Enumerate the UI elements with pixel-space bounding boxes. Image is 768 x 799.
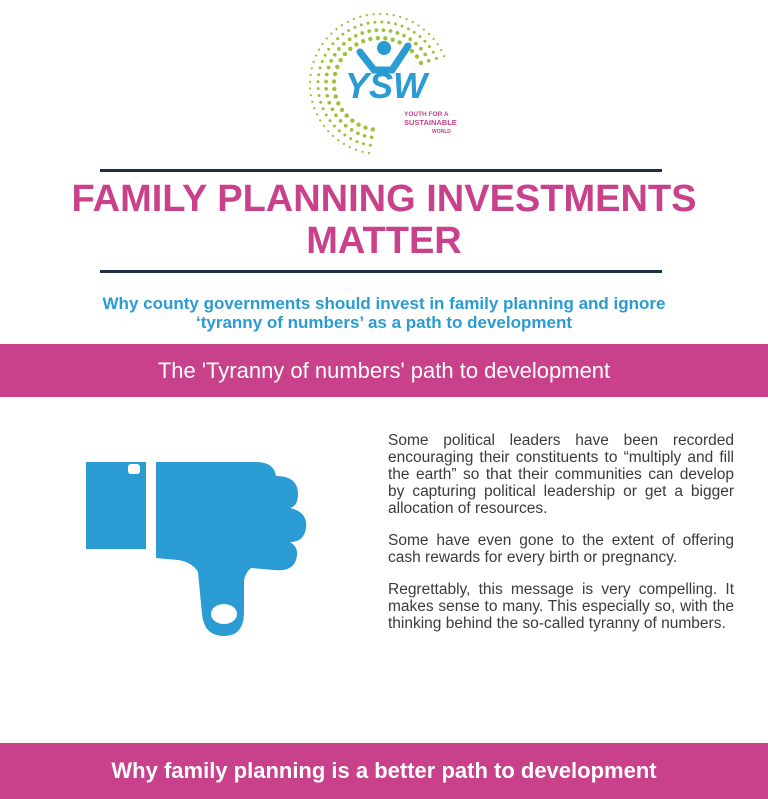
logo-dot — [360, 23, 363, 26]
logo-dot — [343, 143, 345, 145]
logo-dot — [363, 134, 367, 138]
logo-line3: WORLD — [432, 129, 451, 135]
logo-dot — [414, 42, 418, 46]
logo-dot — [345, 114, 349, 118]
logo-dot — [427, 59, 431, 63]
logo-dot — [319, 67, 322, 70]
logo-dot — [428, 45, 431, 48]
logo-dot — [324, 54, 327, 57]
logo-dot — [322, 107, 325, 110]
logo-dot — [410, 49, 414, 53]
logo-line1: YOUTH FOR A — [404, 111, 449, 118]
logo-dot — [355, 149, 357, 151]
logo-dot — [335, 65, 339, 69]
logo-dot — [344, 124, 348, 128]
logo-dot — [316, 113, 318, 115]
logo-dot — [362, 142, 365, 145]
logo-dot — [428, 33, 430, 35]
logo-dot — [329, 59, 333, 63]
logo-dot — [432, 51, 435, 54]
logo-dot — [324, 87, 328, 91]
logo-dot — [386, 13, 388, 15]
logo-dot — [423, 28, 425, 30]
logo-dot — [335, 28, 337, 30]
page-subtitle — [30, 294, 738, 332]
logo-dot — [315, 54, 317, 56]
subtitle-line-1: Why county governments should invest in family planning and ignore — [102, 294, 666, 313]
logo-dot — [333, 72, 337, 76]
paragraph: Some political leaders have been recorded encouraging their constituents to “multiply and fill the earth” so that their communities can develop by capturing political leadership or get a bigger allocation of resources. — [388, 432, 734, 517]
logo-dot — [394, 23, 397, 26]
logo-dot — [401, 25, 404, 28]
subtitle-line-2: ‘tyranny of numbers’ as a path to development — [196, 313, 572, 332]
logo-dot — [338, 129, 341, 132]
logo-dot — [326, 37, 328, 39]
logo-dot — [373, 21, 376, 24]
logo-dot — [418, 35, 421, 38]
logo-dot — [387, 21, 390, 24]
logo-dot — [330, 32, 332, 34]
paragraph: Regrettably, this message is very compelling. It makes sense to many. This especially so, with the thinking behind the so-called tyranny of numbers. — [388, 581, 734, 632]
logo-dot — [402, 34, 406, 38]
logo-dot — [334, 113, 338, 117]
logo-dot — [330, 107, 334, 111]
logo-dot — [417, 24, 419, 26]
logo-dot — [340, 108, 344, 112]
logo-dot — [333, 53, 337, 57]
logo-line2: SUSTAINABLE — [404, 118, 457, 127]
logo-dot — [337, 139, 339, 141]
logo-dot — [393, 14, 395, 16]
logo-dot — [348, 47, 352, 51]
logo-dot — [312, 61, 314, 63]
logo-dot — [343, 52, 347, 56]
logo-dot — [347, 29, 350, 32]
logo-dot — [309, 87, 311, 89]
logo-dot — [332, 79, 336, 83]
logo-dot — [374, 28, 378, 32]
logo-dot — [380, 21, 383, 24]
logo-dot — [413, 31, 416, 34]
logo-dot — [379, 13, 381, 15]
logo-dot — [440, 49, 442, 51]
logo-dot — [419, 47, 423, 51]
logo-dot — [371, 127, 375, 131]
logo-dot — [319, 119, 321, 121]
section1-heading: The 'Tyranny of numbers' path to development — [157, 357, 611, 383]
logo-dot — [342, 42, 346, 46]
logo-dot — [408, 37, 412, 41]
logo-dot — [348, 38, 352, 42]
logo-dot — [333, 125, 336, 128]
logo-dot — [361, 39, 365, 43]
section2-heading: Why family planning is a better path to development — [111, 758, 657, 783]
logo-dot — [397, 40, 401, 44]
logo-mark: YSW — [344, 65, 428, 106]
logo-dot — [356, 140, 359, 143]
logo-dot — [327, 66, 331, 70]
page-title — [0, 178, 768, 262]
logo-dot — [354, 42, 358, 46]
logo-dot — [412, 21, 414, 23]
logo-dot — [319, 101, 322, 104]
logo-dot — [361, 151, 363, 153]
section1-body — [388, 432, 734, 647]
logo-dot — [325, 113, 328, 116]
logo-dot — [405, 18, 407, 20]
section2-heading-band — [0, 743, 768, 799]
logo-dot — [356, 131, 360, 135]
logo-dot — [310, 94, 312, 96]
logo-dot — [347, 21, 349, 23]
logo-dot — [327, 48, 330, 51]
logo-dot — [332, 135, 334, 137]
ysw-logo — [308, 12, 458, 157]
logo-dot — [354, 34, 358, 38]
title-line-2: MATTER — [306, 220, 462, 262]
logo-dot — [309, 81, 311, 83]
logo-dot — [367, 22, 370, 25]
title-bottom-rule — [100, 270, 662, 273]
logo-dot — [396, 31, 400, 35]
logo-dot — [327, 130, 329, 132]
logo-dot — [353, 18, 355, 20]
logo-dot — [321, 43, 323, 45]
logo-dot — [382, 28, 386, 32]
logo-dot — [325, 94, 329, 98]
logo-dot — [435, 57, 438, 60]
logo-dot — [334, 94, 338, 98]
logo-dot — [311, 101, 313, 103]
logo-dot — [317, 87, 320, 90]
logo-dot — [360, 31, 364, 35]
logo-dot — [309, 74, 311, 76]
logo-dot — [389, 29, 393, 33]
logo-dot — [318, 94, 321, 97]
logo-dot — [343, 134, 346, 137]
logo-dot — [327, 101, 331, 105]
logo-dot — [369, 144, 372, 147]
logo-dot — [350, 128, 354, 132]
logo-dot — [318, 48, 320, 50]
logo-dot — [313, 107, 315, 109]
logo-dot — [349, 137, 352, 140]
logo-dot — [372, 13, 374, 15]
logo-dot — [341, 24, 343, 26]
logo-dot — [407, 27, 410, 30]
logo-dot — [415, 54, 419, 58]
logo-dot — [359, 16, 361, 18]
logo-dot — [341, 33, 344, 36]
logo-dot — [353, 26, 356, 29]
logo-dot — [325, 73, 329, 77]
logo-dot — [367, 29, 371, 33]
logo-dot — [336, 37, 339, 40]
logo-dot — [366, 14, 368, 16]
logo-dot — [432, 38, 434, 40]
logo-dot — [436, 43, 438, 45]
logo-dot — [329, 119, 332, 122]
logo-dot — [423, 40, 426, 43]
logo-dot — [376, 36, 380, 40]
logo-dot — [324, 80, 328, 84]
logo-dot — [349, 146, 351, 148]
logo-dot — [337, 47, 341, 51]
logo-dot — [350, 119, 354, 123]
logo-graphic — [308, 12, 458, 157]
logo-dot — [331, 42, 334, 45]
logo-dot — [390, 38, 394, 42]
logo-dot — [338, 58, 342, 62]
logo-dot — [311, 67, 313, 69]
logo-dot — [399, 16, 401, 18]
thumbs-down-icon — [86, 462, 316, 638]
logo-dot — [363, 126, 367, 130]
logo-dot — [370, 135, 374, 139]
logo-dot — [323, 125, 325, 127]
paragraph: Some have even gone to the extent of offering cash rewards for every birth or pregnancy. — [388, 532, 734, 566]
section1-heading-band — [0, 344, 768, 397]
title-top-rule — [100, 169, 662, 172]
logo-dot — [368, 37, 372, 41]
logo-dot — [321, 60, 324, 63]
logo-dot — [368, 152, 370, 154]
logo-dot — [332, 87, 336, 91]
logo-dot — [443, 55, 445, 57]
logo-dot — [317, 80, 320, 83]
logo-dot — [423, 53, 427, 57]
logo-dot — [317, 73, 320, 76]
logo-dot — [356, 123, 360, 127]
logo-dot — [339, 119, 343, 123]
title-line-1: FAMILY PLANNING INVESTMENTS — [71, 178, 697, 220]
logo-dot — [383, 36, 387, 40]
logo-dot — [336, 101, 340, 105]
